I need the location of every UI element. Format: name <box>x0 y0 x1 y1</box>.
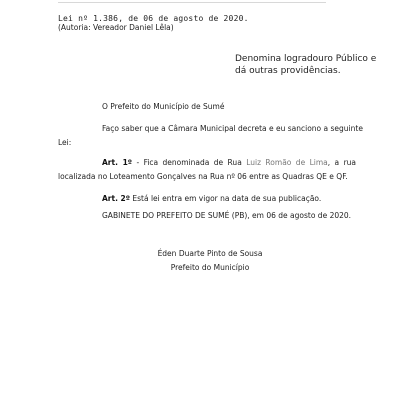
summary-line-1: Denomina logradouro Público e <box>235 54 377 64</box>
mayor-intro: O Prefeito do Município de Sumé <box>102 102 225 111</box>
article-2-label: Art. 2º <box>102 194 130 203</box>
place-and-date: GABINETE DO PREFEITO DE SUMÉ (PB), em 06 de agosto de 2020. <box>102 211 352 220</box>
law-number-line: Lei nº 1.386, de 06 de agosto de 2020. <box>58 14 249 23</box>
decree-line-1: Faço saber que a Câmara Municipal decreta e eu sanciono a seguinte <box>102 124 363 133</box>
street-name: Luiz Romão de Lima <box>246 158 328 167</box>
top-divider <box>58 2 326 3</box>
article-1-text-a: - Fica denominada de Rua <box>132 158 247 167</box>
summary-line-2: dá outras providências. <box>235 66 341 76</box>
author-line: (Autoria: Vereador Daniel Lêla) <box>58 23 174 32</box>
signatory-name: Éden Duarte Pinto de Sousa <box>157 249 263 258</box>
signatory-title: Prefeito do Município <box>170 263 250 272</box>
article-1-line-1 <box>102 158 356 168</box>
article-2 <box>102 194 321 204</box>
article-1-text-b: , a rua <box>327 158 357 167</box>
decree-line-2: Lei: <box>58 138 72 147</box>
article-1-line-2: localizada no Loteamento Gonçalves na Rua nº 06 entre as Quadras QE e QF. <box>58 172 348 181</box>
article-1-label: Art. 1º <box>102 158 133 167</box>
article-2-text: Está lei entra em vigor na data de sua publicação. <box>130 194 322 203</box>
